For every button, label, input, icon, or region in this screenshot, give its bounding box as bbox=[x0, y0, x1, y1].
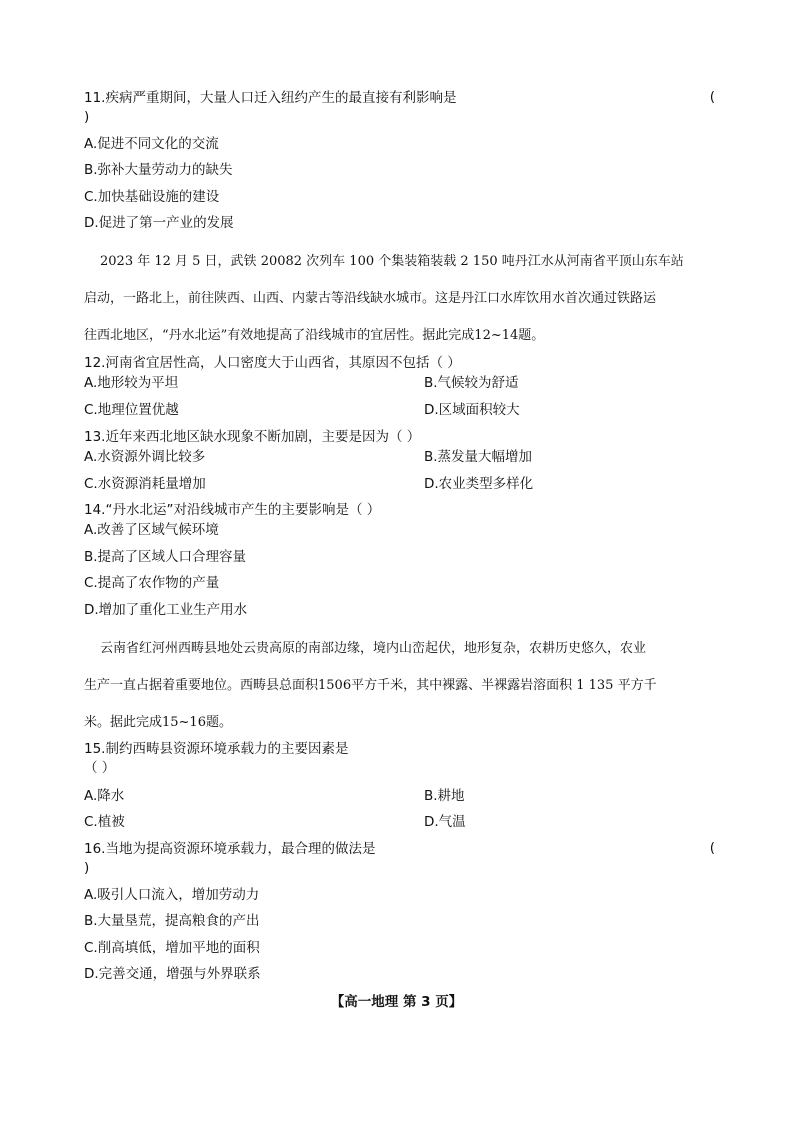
q15-answer-paren: （ ） bbox=[84, 760, 116, 776]
q13-stem: 13.近年来西北地区缺水现象不断加剧，主要是因为（ ） bbox=[84, 429, 421, 445]
q11-option-d: D.促进了第一产业的发展 bbox=[84, 215, 234, 231]
passage1-line-1: 2023 年 12 月 5 日，武铁 20082 次列车 100 个集装箱装载 2 150 吨丹江水从河南省平顶山东车站 bbox=[100, 254, 684, 269]
q16-option-b: B.大量垦荒，提高粮食的产出 bbox=[84, 913, 260, 929]
q12-option-b: B.气候较为舒适 bbox=[424, 375, 519, 391]
q12-stem: 12.河南省宜居性高，人口密度大于山西省，其原因不包括（ ） bbox=[84, 355, 461, 371]
page-footer: 【高一地理 第 3 页】 bbox=[330, 994, 463, 1010]
q14-option-d: D.增加了重化工业生产用水 bbox=[84, 602, 248, 618]
q13-option-b: B.蒸发量大幅增加 bbox=[424, 449, 533, 465]
q15-stem: 15.制约西畴县资源环境承载力的主要因素是 bbox=[84, 741, 349, 757]
passage2-line-1: 云南省红河州西畴县地处云贵高原的南部边缘，境内山峦起伏，地形复杂，农耕历史悠久，农业 bbox=[100, 641, 647, 656]
passage2-line-3: 米。据此完成15~16题。 bbox=[84, 715, 232, 730]
q12-option-c: C.地理位置优越 bbox=[84, 402, 179, 418]
q15-option-d: D.气温 bbox=[424, 814, 466, 830]
q11-answer-paren-open: ( bbox=[709, 89, 715, 105]
q11-stem: 11.疾病严重期间，大量人口迁入纽约产生的最直接有利影响是 bbox=[84, 90, 457, 106]
q16-option-a: A.吸引人口流入，增加劳动力 bbox=[84, 887, 260, 903]
q11-answer-paren-close: ) bbox=[84, 109, 90, 125]
q12-option-a: A.地形较为平坦 bbox=[84, 375, 179, 391]
q13-option-a: A.水资源外调比较多 bbox=[84, 449, 206, 465]
q13-option-c: C.水资源消耗量增加 bbox=[84, 476, 206, 492]
q16-answer-paren-open: ( bbox=[709, 840, 715, 856]
q14-stem: 14.“丹水北运”对沿线城市产生的主要影响是（ ） bbox=[84, 502, 381, 518]
q16-stem: 16.当地为提高资源环境承载力，最合理的做法是 bbox=[84, 841, 376, 857]
q14-option-a: A.改善了区域气候环境 bbox=[84, 522, 219, 538]
q12-option-d: D.区域面积较大 bbox=[424, 402, 520, 418]
q15-option-b: B.耕地 bbox=[424, 788, 465, 804]
q13-option-d: D.农业类型多样化 bbox=[424, 476, 534, 492]
q14-option-c: C.提高了农作物的产量 bbox=[84, 575, 220, 591]
q11-option-b: B.弥补大量劳动力的缺失 bbox=[84, 162, 233, 178]
q11-option-a: A.促进不同文化的交流 bbox=[84, 136, 219, 152]
q15-option-c: C.植被 bbox=[84, 814, 125, 830]
passage2-line-2: 生产一直占据着重要地位。西畴县总面积1506平方千米，其中裸露、半裸露岩溶面积 1 135 平方千 bbox=[84, 678, 657, 693]
q14-option-b: B.提高了区域人口合理容量 bbox=[84, 549, 247, 565]
q15-option-a: A.降水 bbox=[84, 788, 125, 804]
q11-option-c: C.加快基础设施的建设 bbox=[84, 189, 220, 205]
passage1-line-3: 往西北地区，“丹水北运”有效地提高了沿线城市的宜居性。据此完成12~14题。 bbox=[84, 328, 545, 343]
q16-answer-paren-close: ) bbox=[84, 860, 90, 876]
passage1-line-2: 启动，一路北上，前往陕西、山西、内蒙古等沿线缺水城市。这是丹江口水库饮用水首次通过铁路运 bbox=[84, 291, 657, 306]
q16-option-d: D.完善交通，增强与外界联系 bbox=[84, 966, 261, 982]
q16-option-c: C.削高填低，增加平地的面积 bbox=[84, 940, 260, 956]
